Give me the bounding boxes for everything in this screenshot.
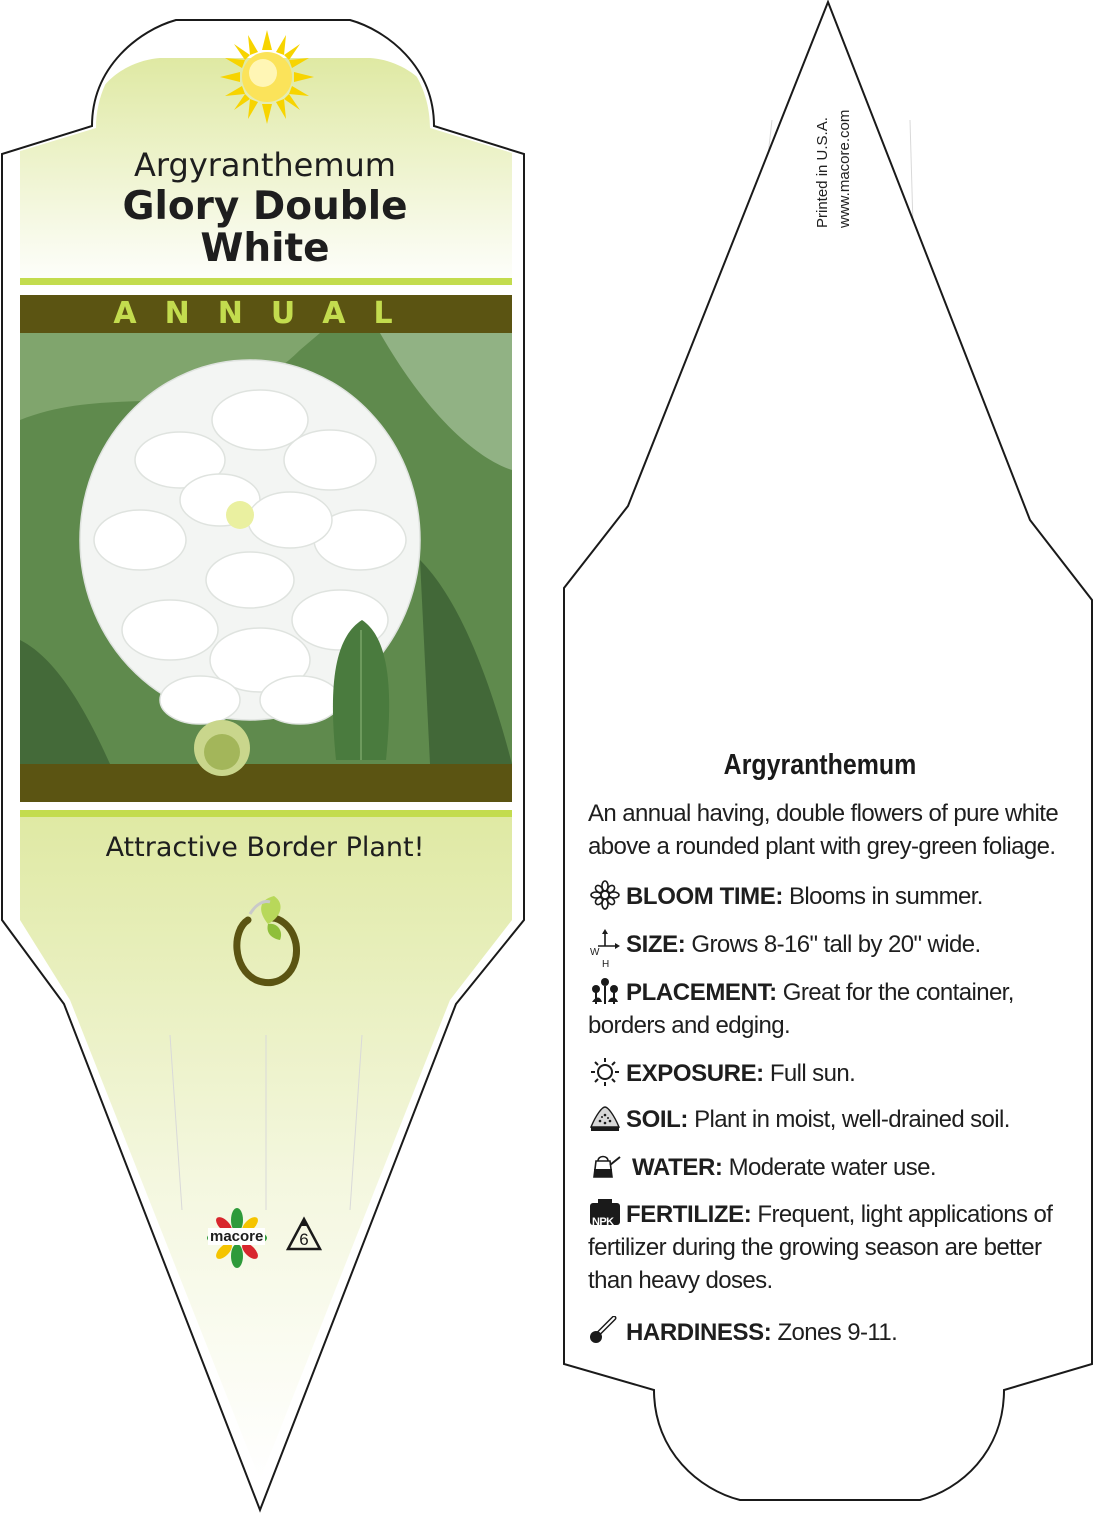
hardiness-text: Zones 9-11.: [777, 1319, 898, 1346]
bloom-time-text: Blooms in summer.: [789, 883, 983, 910]
fertilize-label: FERTILIZE:: [626, 1201, 752, 1228]
size-row: [588, 928, 1068, 970]
back-title: Argyranthemum: [723, 749, 917, 781]
size-icon-h: H: [602, 959, 609, 970]
exposure-row: [588, 1057, 1068, 1090]
description: An annual having, double flowers of pure white above a rounded plant with grey-green foliage.: [588, 800, 1059, 860]
brand-name: macore: [210, 1228, 264, 1245]
printed-info: [812, 0, 856, 228]
placement-row: [588, 976, 1068, 1042]
size-label: SIZE:: [626, 931, 686, 958]
water-row: [588, 1151, 1068, 1184]
flower-icon: [588, 880, 622, 910]
macore-flower-logo: [204, 1208, 270, 1268]
hardiness-label: HARDINESS:: [626, 1319, 772, 1346]
hardiness-row: [588, 1316, 1068, 1349]
website: www.macore.com: [836, 109, 853, 228]
placement-icon: [588, 976, 622, 1006]
recycle-number: 6: [299, 1230, 309, 1249]
soil-icon: [588, 1103, 622, 1133]
soil-text: Plant in moist, well-drained soil.: [694, 1106, 1010, 1133]
bloom-time-label: BLOOM TIME:: [626, 883, 783, 910]
genus-name: Argyranthemum: [134, 146, 396, 184]
variety-line-1: Glory Double: [122, 184, 408, 229]
recycle-icon: [284, 1216, 324, 1256]
printed-in: Printed in U.S.A.: [814, 117, 831, 228]
variety-line-2: White: [200, 226, 330, 271]
sprout-logo-icon: [228, 894, 308, 988]
thermometer-icon: [588, 1316, 622, 1346]
size-text: Grows 8-16" tall by 20" wide.: [691, 931, 981, 958]
placement-label: PLACEMENT:: [626, 979, 777, 1006]
fertilize-text: Frequent, light applications of fertilizer during the growing season are better than heavy doses.: [588, 1201, 1053, 1294]
fertilize-row: [588, 1198, 1068, 1297]
npk-text: NPK: [592, 1216, 614, 1228]
size-icon-w: W: [590, 947, 599, 958]
water-label: WATER:: [632, 1154, 723, 1181]
flower-photo: [20, 333, 512, 776]
tagline: Attractive Border Plant!: [105, 832, 425, 863]
soil-label: SOIL:: [626, 1106, 688, 1133]
sun-outline-icon: [588, 1057, 622, 1087]
placement-text: Great for the container, borders and edging.: [588, 979, 1014, 1039]
size-icon: [588, 928, 622, 970]
water-text: Moderate water use.: [728, 1154, 936, 1181]
exposure-text: Full sun.: [769, 1060, 856, 1087]
variety-name: [40, 186, 490, 270]
exposure-label: EXPOSURE:: [626, 1060, 764, 1087]
watering-can-icon: [588, 1151, 622, 1181]
bloom-time-row: [588, 880, 1068, 913]
npk-icon: [588, 1198, 622, 1228]
soil-row: [588, 1103, 1068, 1136]
sun-icon: [218, 28, 316, 126]
category-label: ANNUAL: [113, 296, 421, 331]
